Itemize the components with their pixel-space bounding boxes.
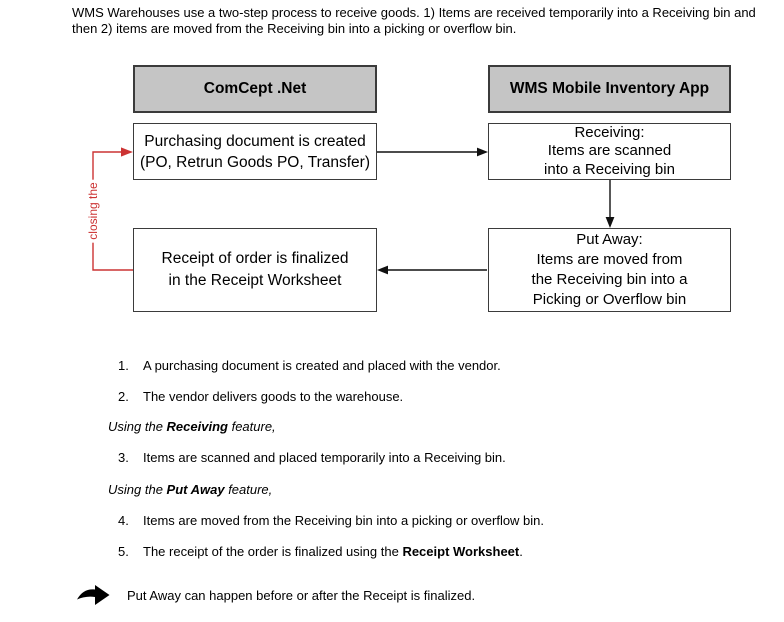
intro-paragraph	[72, 5, 756, 36]
note-receiving	[108, 419, 276, 435]
receiving-box	[488, 123, 731, 180]
receipt-finalized-box	[133, 228, 377, 312]
footnote-text: Put Away can happen before or after the Receipt is finalized.	[127, 588, 476, 603]
step-4-number: 4.	[118, 513, 129, 528]
putaway-box-line-2: Items are moved from	[536, 251, 683, 268]
arrow-receiving-to-putaway	[606, 180, 615, 228]
receiving-box-line-1: Receiving:	[574, 123, 645, 141]
step-2-text: The vendor delivers goods to the warehouse.	[143, 389, 404, 404]
step-4-text: Items are moved from the Receiving bin into a picking or overflow bin.	[143, 513, 545, 528]
putaway-box	[488, 228, 731, 312]
step-1-number: 1.	[118, 358, 129, 373]
receiving-box-line-3: into a Receiving bin	[544, 160, 675, 178]
closing-loop-label: closing the	[86, 179, 100, 242]
purchasing-document-box	[133, 123, 377, 180]
note-putaway-feature: Put Away	[166, 482, 225, 497]
step-3	[118, 450, 506, 466]
intro-line-2: then 2) items are moved from the Receiving bin into a picking or overflow bin.	[72, 20, 517, 36]
note-putaway-prefix: Using the	[108, 482, 167, 497]
note-receiving-prefix: Using the	[108, 419, 167, 434]
intro-line-1: WMS Warehouses use a two-step process to receive goods. 1) Items are received temporarily into a Receiving bin and	[72, 5, 756, 20]
putaway-box-line-3: the Receiving bin into a	[531, 271, 688, 288]
arrow-purchasing-to-receiving	[377, 148, 488, 157]
note-putaway-suffix: feature,	[224, 482, 273, 497]
step-2-number: 2.	[118, 389, 129, 404]
step-4	[118, 513, 544, 529]
header-box-wms-app	[488, 65, 731, 113]
receipt-box-line-2: in the Receipt Worksheet	[168, 272, 342, 289]
header-box-wms-app-label: WMS Mobile Inventory App	[509, 80, 710, 97]
step-5-text-bold: Receipt Worksheet	[402, 544, 520, 559]
note-receiving-feature: Receiving	[166, 419, 228, 434]
bent-arrow-icon	[76, 584, 110, 606]
step-5-text-prefix: The receipt of the order is finalized using the	[143, 544, 403, 559]
step-1-text: A purchasing document is created and placed with the vendor.	[143, 358, 501, 373]
header-box-comcept-label: ComCept .Net	[203, 80, 307, 97]
step-5-text-suffix: .	[519, 544, 523, 559]
note-putaway	[108, 482, 272, 498]
arrow-putaway-to-receipt	[377, 266, 487, 275]
purchasing-box-line-1: Purchasing document is created	[144, 132, 366, 150]
receipt-box-line-1: Receipt of order is finalized	[161, 250, 349, 267]
note-receiving-suffix: feature,	[227, 419, 276, 434]
putaway-box-line-4: Picking or Overflow bin	[532, 291, 687, 308]
step-1	[118, 358, 501, 374]
step-3-text: Items are scanned and placed temporarily into a Receiving bin.	[143, 450, 506, 465]
step-5	[118, 544, 523, 560]
receiving-box-line-2: Items are scanned	[547, 142, 672, 160]
step-2	[118, 389, 403, 405]
putaway-box-line-1: Put Away:	[576, 231, 643, 248]
step-5-number: 5.	[118, 544, 129, 559]
header-box-comcept	[133, 65, 377, 113]
purchasing-box-line-2: (PO, Retrun Goods PO, Transfer)	[140, 153, 370, 171]
step-3-number: 3.	[118, 450, 129, 465]
